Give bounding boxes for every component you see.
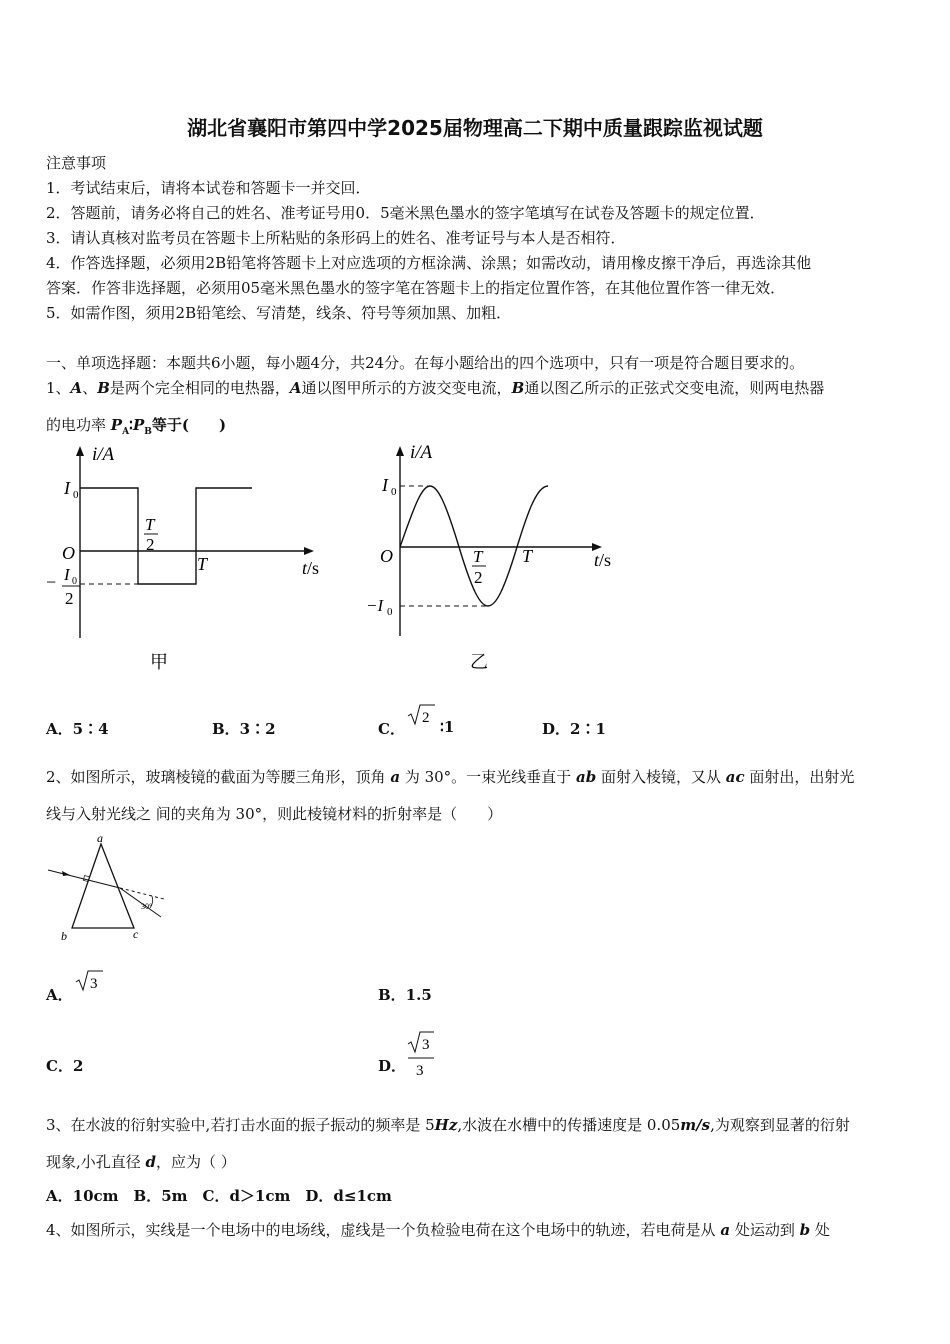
question-1-line2: 的电功率 $P_A∶P_B$等于( ) [46, 416, 227, 437]
q1-option-a: A．5∶4 [46, 720, 109, 738]
note-item: 5．如需作图，须用2B铅笔绘、写清楚，线条、符号等须加黑、加粗． [46, 304, 512, 322]
notes-heading: 注意事项 [46, 154, 107, 172]
fraction-sqrt3-over-3 [404, 1028, 438, 1080]
svg-text:3: 3 [416, 1063, 424, 1079]
question-3-line1: 3、在水波的衍射实验中,若打击水面的振子振动的频率是 5Hz,水波在水槽中的传播速度是 0.05m/s,为观察到显著的衍射 [46, 1116, 850, 1134]
y-axis-arrow [396, 446, 404, 456]
note-item: 1．考试结束后，请将本试卷和答题卡一并交回． [46, 179, 371, 197]
y-label: i/A [410, 442, 433, 463]
sqrt-symbol [74, 968, 104, 994]
i0-sub: 0 [73, 489, 79, 501]
t-axis-arrow [304, 547, 314, 555]
t-label: t/s [594, 550, 612, 570]
neg-i0-sub: 0 [387, 606, 393, 618]
note-item: 3．请认真核对监考员在答题卡上所粘贴的条形码上的姓名、准考证号与本人是否相符． [46, 229, 626, 247]
q2-option-b: B．1.5 [378, 986, 432, 1004]
svg-text:2: 2 [422, 710, 430, 726]
neg-i0-den: 2 [65, 589, 74, 608]
caption-jia: 甲 [150, 652, 168, 672]
y-label: i/A [92, 444, 115, 465]
q1-option-c-rest: ∶1 [440, 718, 455, 736]
neg-i0-label: −I [366, 596, 384, 615]
half-period-numerator: T [145, 515, 155, 534]
i0-label: I [382, 475, 388, 495]
neg-i0-sub: 0 [72, 576, 77, 587]
i0-label: I [64, 478, 70, 498]
period-label: T [197, 554, 208, 574]
question-3-line2: 现象,小孔直径 d，应为（ ） [46, 1153, 236, 1171]
origin-label: O [62, 543, 75, 563]
question-2-line2: 线与入射光线之 间的夹角为 30°，则此棱镜材料的折射率是（ ） [46, 805, 503, 823]
q1-option-b: B．3∶2 [212, 720, 276, 738]
note-item: 2．答题前，请务必将自己的姓名、准考证号用0．5毫米黑色墨水的签字笔填写在试卷及答题卡的规定位置． [46, 204, 765, 222]
origin-label: O [380, 546, 393, 566]
q2-option-a-label: A． [46, 986, 73, 1004]
question-4-line1: 4、如图所示，实线是一个电场中的电场线，虚线是一个负检验电荷在这个电场中的轨迹，若电荷是从 a 处运动到 b 处 [46, 1221, 830, 1239]
graph-jia [40, 438, 340, 678]
q2-option-c: C．2 [46, 1057, 84, 1075]
half-period-denominator: 2 [146, 535, 155, 554]
half-period-numerator: T [473, 547, 483, 566]
neg-sign: − [46, 572, 57, 592]
vertex-c: c [133, 927, 139, 941]
question-2-line1: 2、如图所示，玻璃棱镜的截面为等腰三角形，顶角 a 为 30°。一束光线垂直于 ab 面射入棱镜，又从 ac 面射出，出射光 [46, 768, 855, 786]
t-label: t/s [302, 558, 320, 578]
caption-yi: 乙 [470, 652, 488, 672]
q1-option-d: D．2∶1 [542, 720, 606, 738]
prism-figure [44, 830, 174, 945]
svg-text:3: 3 [422, 1037, 430, 1053]
section-heading: 一、单项选择题：本题共6小题，每小题4分，共24分。在每小题给出的四个选项中，只有一项是符合题目要求的。 [46, 354, 805, 372]
i0-sub: 0 [391, 486, 397, 498]
extension-dash [120, 888, 164, 899]
vertex-a: a [97, 831, 103, 845]
q2-option-d-label: D． [378, 1057, 407, 1075]
neg-i0-num: I [64, 565, 70, 584]
prism-triangle [72, 844, 134, 928]
q1-option-c-label: C． [378, 720, 405, 738]
half-period-denominator: 2 [474, 568, 483, 587]
note-item: 4．作答选择题，必须用2B铅笔将答题卡上对应选项的方框涂满、涂黑；如需改动，请用橡皮擦干净后，再选涂其他 [46, 254, 812, 272]
period-label: T [522, 546, 533, 566]
note-item: 答案．作答非选择题，必须用05毫米黑色墨水的签字笔在答题卡上的指定位置作答，在其他位置作答一律无效． [46, 279, 786, 297]
q3-options: A．10cm B．5m C．d＞1cm D．d≤1cm [46, 1187, 392, 1205]
graph-yi [360, 438, 650, 678]
page-title: 湖北省襄阳市第四中学2025届物理高二下期中质量跟踪监视试题 [187, 116, 763, 140]
sqrt-symbol [406, 702, 436, 728]
svg-text:3: 3 [90, 976, 98, 992]
question-1-line1: 1、A、B是两个完全相同的电热器，A通以图甲所示的方波交变电流，B通以图乙所示的正弦式交变电流，则两电热器 [46, 379, 825, 397]
square-wave [80, 488, 252, 584]
vertex-b: b [61, 929, 67, 943]
y-axis-arrow [76, 446, 84, 456]
angle-label: 30° [141, 902, 153, 911]
